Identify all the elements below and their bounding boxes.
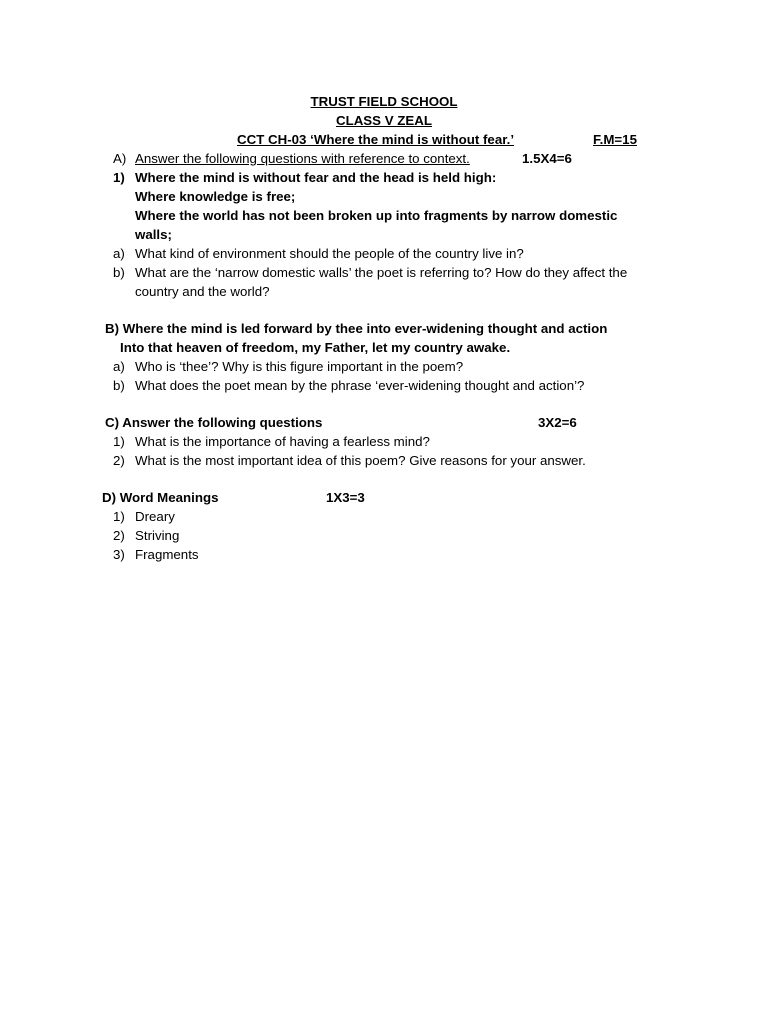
section-a-marker: A) [113,151,127,166]
question-text: What are the ‘narrow domestic walls’ the poet is referring to? How do they affect the [135,265,628,280]
chapter-title: CCT CH-03 ‘Where the mind is without fear.’ [237,132,515,147]
word-item: Fragments [135,547,199,562]
question-text: What is the importance of having a fearless mind? [135,434,430,449]
section-c-marks: 3X2=6 [538,415,577,430]
extract-1-line: walls; [135,227,172,242]
word-marker: 2) [113,528,125,543]
question-marker: a) [113,359,125,374]
word-item: Dreary [135,509,175,524]
question-marker: 2) [113,453,125,468]
question-text: Who is ‘thee’? Why is this figure important in the poem? [135,359,464,374]
full-marks: F.M=15 [593,132,637,147]
question-marker: 1) [113,434,125,449]
question-text: What is the most important idea of this poem? Give reasons for your answer. [135,453,586,468]
section-a-instruction: Answer the following questions with reference to context. [135,151,470,166]
word-marker: 3) [113,547,125,562]
section-c-title: C) Answer the following questions [105,415,323,430]
section-b-extract-line: Into that heaven of freedom, my Father, let my country awake. [120,340,511,355]
word-marker: 1) [113,509,125,524]
extract-1-line: Where knowledge is free; [135,189,296,204]
extract-1-marker: 1) [113,170,125,185]
word-item: Striving [135,528,180,543]
question-text: What does the poet mean by the phrase ‘ever-widening thought and action’? [135,378,585,393]
section-d-marks: 1X3=3 [326,490,365,505]
question-marker: b) [113,378,125,393]
extract-1-line: Where the world has not been broken up into fragments by narrow domestic [135,208,618,223]
question-text: What kind of environment should the people of the country live in? [135,246,524,261]
question-text: country and the world? [135,284,270,299]
question-marker: b) [113,265,125,280]
extract-1-line: Where the mind is without fear and the head is held high: [135,170,497,185]
school-name: TRUST FIELD SCHOOL [310,94,458,109]
question-marker: a) [113,246,125,261]
section-d-title: D) Word Meanings [102,490,219,505]
class-name: CLASS V ZEAL [335,113,433,128]
section-a-marks: 1.5X4=6 [522,151,572,166]
section-b-extract-line: B) Where the mind is led forward by thee into ever-widening thought and action [105,321,608,336]
